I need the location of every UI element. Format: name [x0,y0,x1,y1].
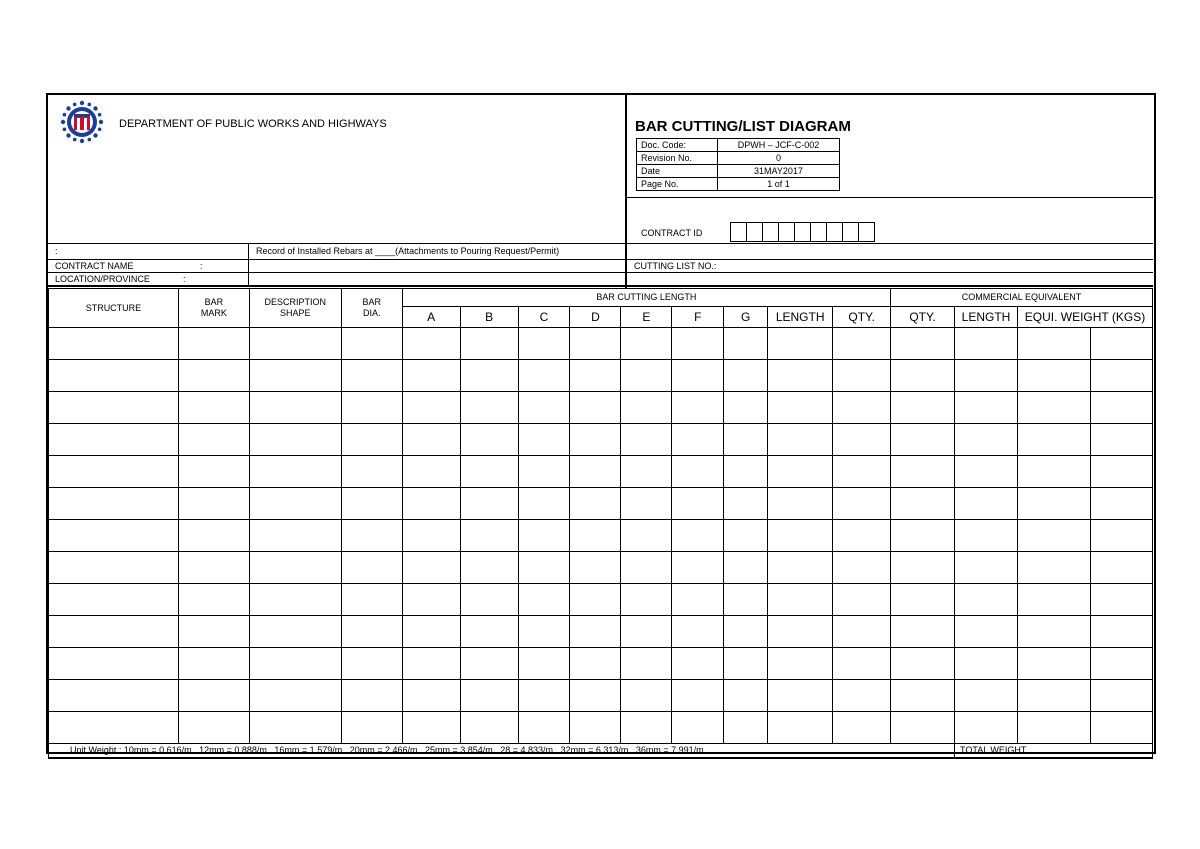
table-cell[interactable] [621,520,672,552]
table-cell[interactable] [891,648,955,680]
table-cell[interactable] [672,584,724,616]
table-row [49,616,1153,648]
table-cell[interactable] [518,520,570,552]
table-cell[interactable] [833,520,891,552]
col-length-d: D [570,307,621,328]
table-cell[interactable] [402,616,460,648]
table-cell[interactable] [49,456,179,488]
table-cell[interactable] [249,360,341,392]
table-cell[interactable] [249,520,341,552]
info-line-1 [48,243,1153,244]
record-text: Record of Installed Rebars at ____(Attachments to Pouring Request/Permit) [256,246,560,256]
info-line-4 [48,285,1153,287]
group-commercial-equivalent: COMMERCIAL EQUIVALENT [891,289,1153,307]
table-row [49,520,1153,552]
table-cell[interactable] [249,648,341,680]
table-cell[interactable] [460,648,518,680]
table-cell[interactable] [341,488,402,520]
table-cell[interactable] [341,680,402,712]
table-cell[interactable] [402,328,460,360]
table-cell[interactable] [49,424,179,456]
table-cell[interactable] [621,488,672,520]
table-cell[interactable] [402,520,460,552]
table-cell[interactable] [570,456,621,488]
col-description-shape: DESCRIPTION SHAPE [249,289,341,328]
info-colon: : [55,246,58,256]
col-commercial-qty: QTY. [891,307,955,328]
table-cell[interactable] [460,424,518,456]
info-vdivider-left [248,243,249,287]
agency-name: DEPARTMENT OF PUBLIC WORKS AND HIGHWAYS [119,118,387,130]
table-cell[interactable] [402,424,460,456]
table-cell[interactable] [249,488,341,520]
table-cell[interactable] [833,552,891,584]
table-cell[interactable] [891,584,955,616]
table-cell[interactable] [955,488,1018,520]
table-cell[interactable] [570,680,621,712]
table-cell[interactable] [955,424,1018,456]
table-cell[interactable] [833,360,891,392]
table-cell[interactable] [768,360,833,392]
table-cell[interactable] [249,456,341,488]
table-cell[interactable] [249,712,341,744]
table-cell[interactable] [1018,360,1091,392]
table-cell[interactable] [460,456,518,488]
table-cell[interactable] [178,488,249,520]
table-row [49,328,1153,360]
col-equi-weight: EQUI. WEIGHT (KGS) [1018,307,1153,328]
table-cell[interactable] [724,680,768,712]
table-cell[interactable] [570,328,621,360]
table-cell[interactable] [672,712,724,744]
table-cell[interactable] [955,456,1018,488]
table-cell[interactable] [341,552,402,584]
table-cell[interactable] [402,456,460,488]
doc-info-label: Doc. Code: [637,139,718,152]
table-cell[interactable] [460,520,518,552]
doc-info-value: 1 of 1 [717,178,839,191]
table-cell[interactable] [249,392,341,424]
table-row [49,424,1153,456]
dpwh-logo [60,100,104,144]
doc-info-label: Date [637,165,718,178]
table-cell[interactable] [518,488,570,520]
table-cell[interactable] [570,520,621,552]
table-cell[interactable] [833,456,891,488]
table-cell[interactable] [955,616,1018,648]
table-cell[interactable] [518,712,570,744]
table-cell[interactable] [891,456,955,488]
table-cell[interactable] [621,712,672,744]
table-cell[interactable] [955,328,1018,360]
table-cell[interactable] [672,360,724,392]
table-cell[interactable] [460,488,518,520]
table-cell[interactable] [768,328,833,360]
table-cell[interactable] [1090,552,1152,584]
table-cell[interactable] [518,456,570,488]
contract-name-label: CONTRACT NAME [55,261,134,271]
table-cell[interactable] [402,488,460,520]
table-cell[interactable] [724,328,768,360]
table-cell[interactable] [249,680,341,712]
table-cell[interactable] [460,360,518,392]
col-length-f: F [672,307,724,328]
table-cell[interactable] [460,392,518,424]
contract-id-box[interactable] [826,222,843,242]
table-cell[interactable] [341,712,402,744]
table-row [49,648,1153,680]
table-row [49,360,1153,392]
table-cell[interactable] [833,488,891,520]
table-cell[interactable] [621,456,672,488]
table-cell[interactable] [1018,712,1091,744]
table-cell[interactable] [621,424,672,456]
table-cell[interactable] [178,360,249,392]
contract-id-box[interactable] [778,222,795,242]
table-cell[interactable] [402,584,460,616]
table-cell[interactable] [341,648,402,680]
table-cell[interactable] [672,520,724,552]
table-cell[interactable] [341,392,402,424]
doc-info-label: Page No. [637,178,718,191]
table-body [49,328,1153,744]
table-cell[interactable] [891,392,955,424]
table-cell[interactable] [570,616,621,648]
table-cell[interactable] [1018,520,1091,552]
table-row [49,584,1153,616]
table-cell[interactable] [518,584,570,616]
table-cell[interactable] [672,552,724,584]
doc-info-value: 31MAY2017 [717,165,839,178]
table-cell[interactable] [672,424,724,456]
table-cell[interactable] [49,680,179,712]
table-cell[interactable] [1018,616,1091,648]
col-structure: STRUCTURE [49,289,179,328]
unit-weight-note: Unit Weight : 10mm = 0.616/m., 12mm = 0.888/m., 16mm = 1.579/m., 20mm = 2.466/m., 25mm = 3.854/m., 28 = 4.833/m., 32mm = 6.313/m., 36mm = 7.991/m. [49,744,955,758]
table-cell[interactable] [570,584,621,616]
table-cell[interactable] [1090,392,1152,424]
contract-id-box[interactable] [794,222,811,242]
table-cell[interactable] [518,552,570,584]
table-cell[interactable] [402,552,460,584]
table-cell[interactable] [1090,424,1152,456]
table-cell[interactable] [341,424,402,456]
bar-cutting-table [48,288,1153,759]
table-row [49,680,1153,712]
table-cell[interactable] [402,360,460,392]
table-cell[interactable] [724,616,768,648]
cutting-list-no-label: CUTTING LIST NO.: [634,261,717,271]
table-cell[interactable] [1018,552,1091,584]
col-commercial-length: LENGTH [955,307,1018,328]
table-cell[interactable] [891,616,955,648]
table-cell[interactable] [955,552,1018,584]
table-cell[interactable] [672,392,724,424]
location-field[interactable] [250,273,625,285]
table-cell[interactable] [249,584,341,616]
table-cell[interactable] [672,488,724,520]
contract-id-box[interactable] [858,222,875,242]
table-cell[interactable] [724,648,768,680]
table-cell[interactable] [891,552,955,584]
table-cell[interactable] [341,456,402,488]
table-cell[interactable] [891,328,955,360]
doc-info-row [637,152,840,165]
table-cell[interactable] [621,680,672,712]
table-cell[interactable] [621,584,672,616]
table-cell[interactable] [1090,584,1152,616]
table-cell[interactable] [1090,616,1152,648]
table-cell[interactable] [955,360,1018,392]
table-cell[interactable] [768,424,833,456]
table-cell[interactable] [1018,680,1091,712]
table-cell[interactable] [460,680,518,712]
table-cell[interactable] [833,616,891,648]
table-cell[interactable] [1018,456,1091,488]
table-cell[interactable] [672,616,724,648]
table-cell[interactable] [570,424,621,456]
doc-info-value: 0 [717,152,839,165]
table-cell[interactable] [1090,648,1152,680]
table-cell[interactable] [768,616,833,648]
table-row [49,552,1153,584]
table-cell[interactable] [178,712,249,744]
table-cell[interactable] [672,328,724,360]
contract-id-box[interactable] [762,222,779,242]
table-cell[interactable] [724,520,768,552]
location-colon: : [183,274,186,284]
table-cell[interactable] [178,616,249,648]
table-cell[interactable] [460,616,518,648]
col-length-e: E [621,307,672,328]
table-cell[interactable] [672,648,724,680]
table-cell[interactable] [891,360,955,392]
contract-id-boxes[interactable] [731,222,875,242]
col-bar-mark: BAR MARK [178,289,249,328]
col-length-b: B [460,307,518,328]
table-cell[interactable] [1018,424,1091,456]
table-cell[interactable] [955,648,1018,680]
table-cell[interactable] [724,584,768,616]
table-cell[interactable] [402,392,460,424]
table-cell[interactable] [49,648,179,680]
table-cell[interactable] [621,616,672,648]
table-cell[interactable] [49,360,179,392]
table-cell[interactable] [460,584,518,616]
table-cell[interactable] [49,488,179,520]
doc-info-row [637,165,840,178]
doc-info-table [636,138,840,191]
table-cell[interactable] [178,520,249,552]
table-cell[interactable] [1018,488,1091,520]
table-cell[interactable] [1090,680,1152,712]
table-cell[interactable] [570,552,621,584]
table-row [49,392,1153,424]
table-cell[interactable] [724,424,768,456]
table-cell[interactable] [1018,328,1091,360]
table-cell[interactable] [460,712,518,744]
table-cell[interactable] [891,680,955,712]
doc-info-value: DPWH – JCF-C-002 [717,139,839,152]
table-cell[interactable] [518,328,570,360]
table-cell[interactable] [768,584,833,616]
contract-id-box[interactable] [810,222,827,242]
table-cell[interactable] [460,552,518,584]
table-cell[interactable] [1090,328,1152,360]
doc-info-label: Revision No. [637,152,718,165]
table-cell[interactable] [672,456,724,488]
contract-id-box[interactable] [842,222,859,242]
table-cell[interactable] [1090,712,1152,744]
col-bar-dia: BAR DIA. [341,289,402,328]
table-cell[interactable] [833,392,891,424]
table-row [49,712,1153,744]
table-cell[interactable] [402,680,460,712]
table-cell[interactable] [724,360,768,392]
col-length-c: C [518,307,570,328]
table-cell[interactable] [341,360,402,392]
table-cell[interactable] [724,488,768,520]
table-cell[interactable] [768,392,833,424]
table-cell[interactable] [570,712,621,744]
table-cell[interactable] [49,712,179,744]
table-cell[interactable] [768,680,833,712]
table-cell[interactable] [570,392,621,424]
table-cell[interactable] [833,712,891,744]
total-weight-label: TOTAL WEIGHT [955,744,1153,758]
table-cell[interactable] [768,552,833,584]
table-cell[interactable] [724,392,768,424]
table-cell[interactable] [768,520,833,552]
table-cell[interactable] [621,360,672,392]
contract-id-box[interactable] [746,222,763,242]
table-cell[interactable] [768,712,833,744]
table-cell[interactable] [891,488,955,520]
table-row [49,488,1153,520]
col-length-a: A [402,307,460,328]
table-cell[interactable] [49,392,179,424]
table-cell[interactable] [1090,488,1152,520]
contract-name-field[interactable] [250,260,625,272]
table-cell[interactable] [621,648,672,680]
table-cell[interactable] [341,328,402,360]
table-cell[interactable] [891,520,955,552]
table-cell[interactable] [1018,584,1091,616]
table-cell[interactable] [768,648,833,680]
table-cell[interactable] [768,488,833,520]
table-cell[interactable] [49,552,179,584]
table-cell[interactable] [955,712,1018,744]
table-cell[interactable] [249,616,341,648]
table-cell[interactable] [891,712,955,744]
col-length-g: G [724,307,768,328]
contract-name-colon: : [200,261,203,271]
table-cell[interactable] [341,584,402,616]
table-cell[interactable] [768,456,833,488]
table-cell[interactable] [402,648,460,680]
table-cell[interactable] [518,424,570,456]
table-cell[interactable] [724,712,768,744]
table-cell[interactable] [178,552,249,584]
table-cell[interactable] [178,328,249,360]
col-length-qty: QTY. [833,307,891,328]
table-cell[interactable] [518,392,570,424]
table-row [49,456,1153,488]
table-cell[interactable] [570,360,621,392]
table-cell[interactable] [955,680,1018,712]
table-cell[interactable] [518,616,570,648]
doc-info-row [637,178,840,191]
table-cell[interactable] [249,328,341,360]
table-cell[interactable] [724,552,768,584]
table-cell[interactable] [891,424,955,456]
table-cell[interactable] [955,392,1018,424]
table-cell[interactable] [341,520,402,552]
col-length-total: LENGTH [768,307,833,328]
doc-info-row [637,139,840,152]
table-cell[interactable] [49,328,179,360]
table-cell[interactable] [724,456,768,488]
table-cell[interactable] [49,584,179,616]
table-cell[interactable] [955,584,1018,616]
contract-id-label: CONTRACT ID [641,228,703,238]
table-cell[interactable] [833,424,891,456]
location-label: LOCATION/PROVINCE [55,274,150,284]
table-cell[interactable] [460,328,518,360]
table-cell[interactable] [833,584,891,616]
table-cell[interactable] [518,360,570,392]
table-cell[interactable] [178,680,249,712]
table-cell[interactable] [1018,392,1091,424]
table-cell[interactable] [621,552,672,584]
table-cell[interactable] [402,712,460,744]
table-cell[interactable] [833,648,891,680]
contract-id-box[interactable] [730,222,747,242]
table-cell[interactable] [178,648,249,680]
form-title: BAR CUTTING/LIST DIAGRAM [635,118,851,135]
table-cell[interactable] [1090,520,1152,552]
table-cell[interactable] [49,520,179,552]
table-cell[interactable] [621,328,672,360]
table-cell[interactable] [955,520,1018,552]
table-cell[interactable] [672,680,724,712]
doc-divider [627,197,1153,198]
table-cell[interactable] [833,680,891,712]
table-cell[interactable] [249,424,341,456]
table-cell[interactable] [1018,648,1091,680]
table-cell[interactable] [178,456,249,488]
table-cell[interactable] [1090,456,1152,488]
table-cell[interactable] [570,488,621,520]
table-cell[interactable] [518,680,570,712]
table-cell[interactable] [570,648,621,680]
table-cell[interactable] [178,584,249,616]
table-cell[interactable] [178,424,249,456]
table-cell[interactable] [49,616,179,648]
table-cell[interactable] [1090,360,1152,392]
table-cell[interactable] [621,392,672,424]
table-cell[interactable] [518,648,570,680]
table-cell[interactable] [178,392,249,424]
table-cell[interactable] [341,616,402,648]
group-bar-cutting-length: BAR CUTTING LENGTH [402,289,890,307]
table-cell[interactable] [833,328,891,360]
table-cell[interactable] [249,552,341,584]
